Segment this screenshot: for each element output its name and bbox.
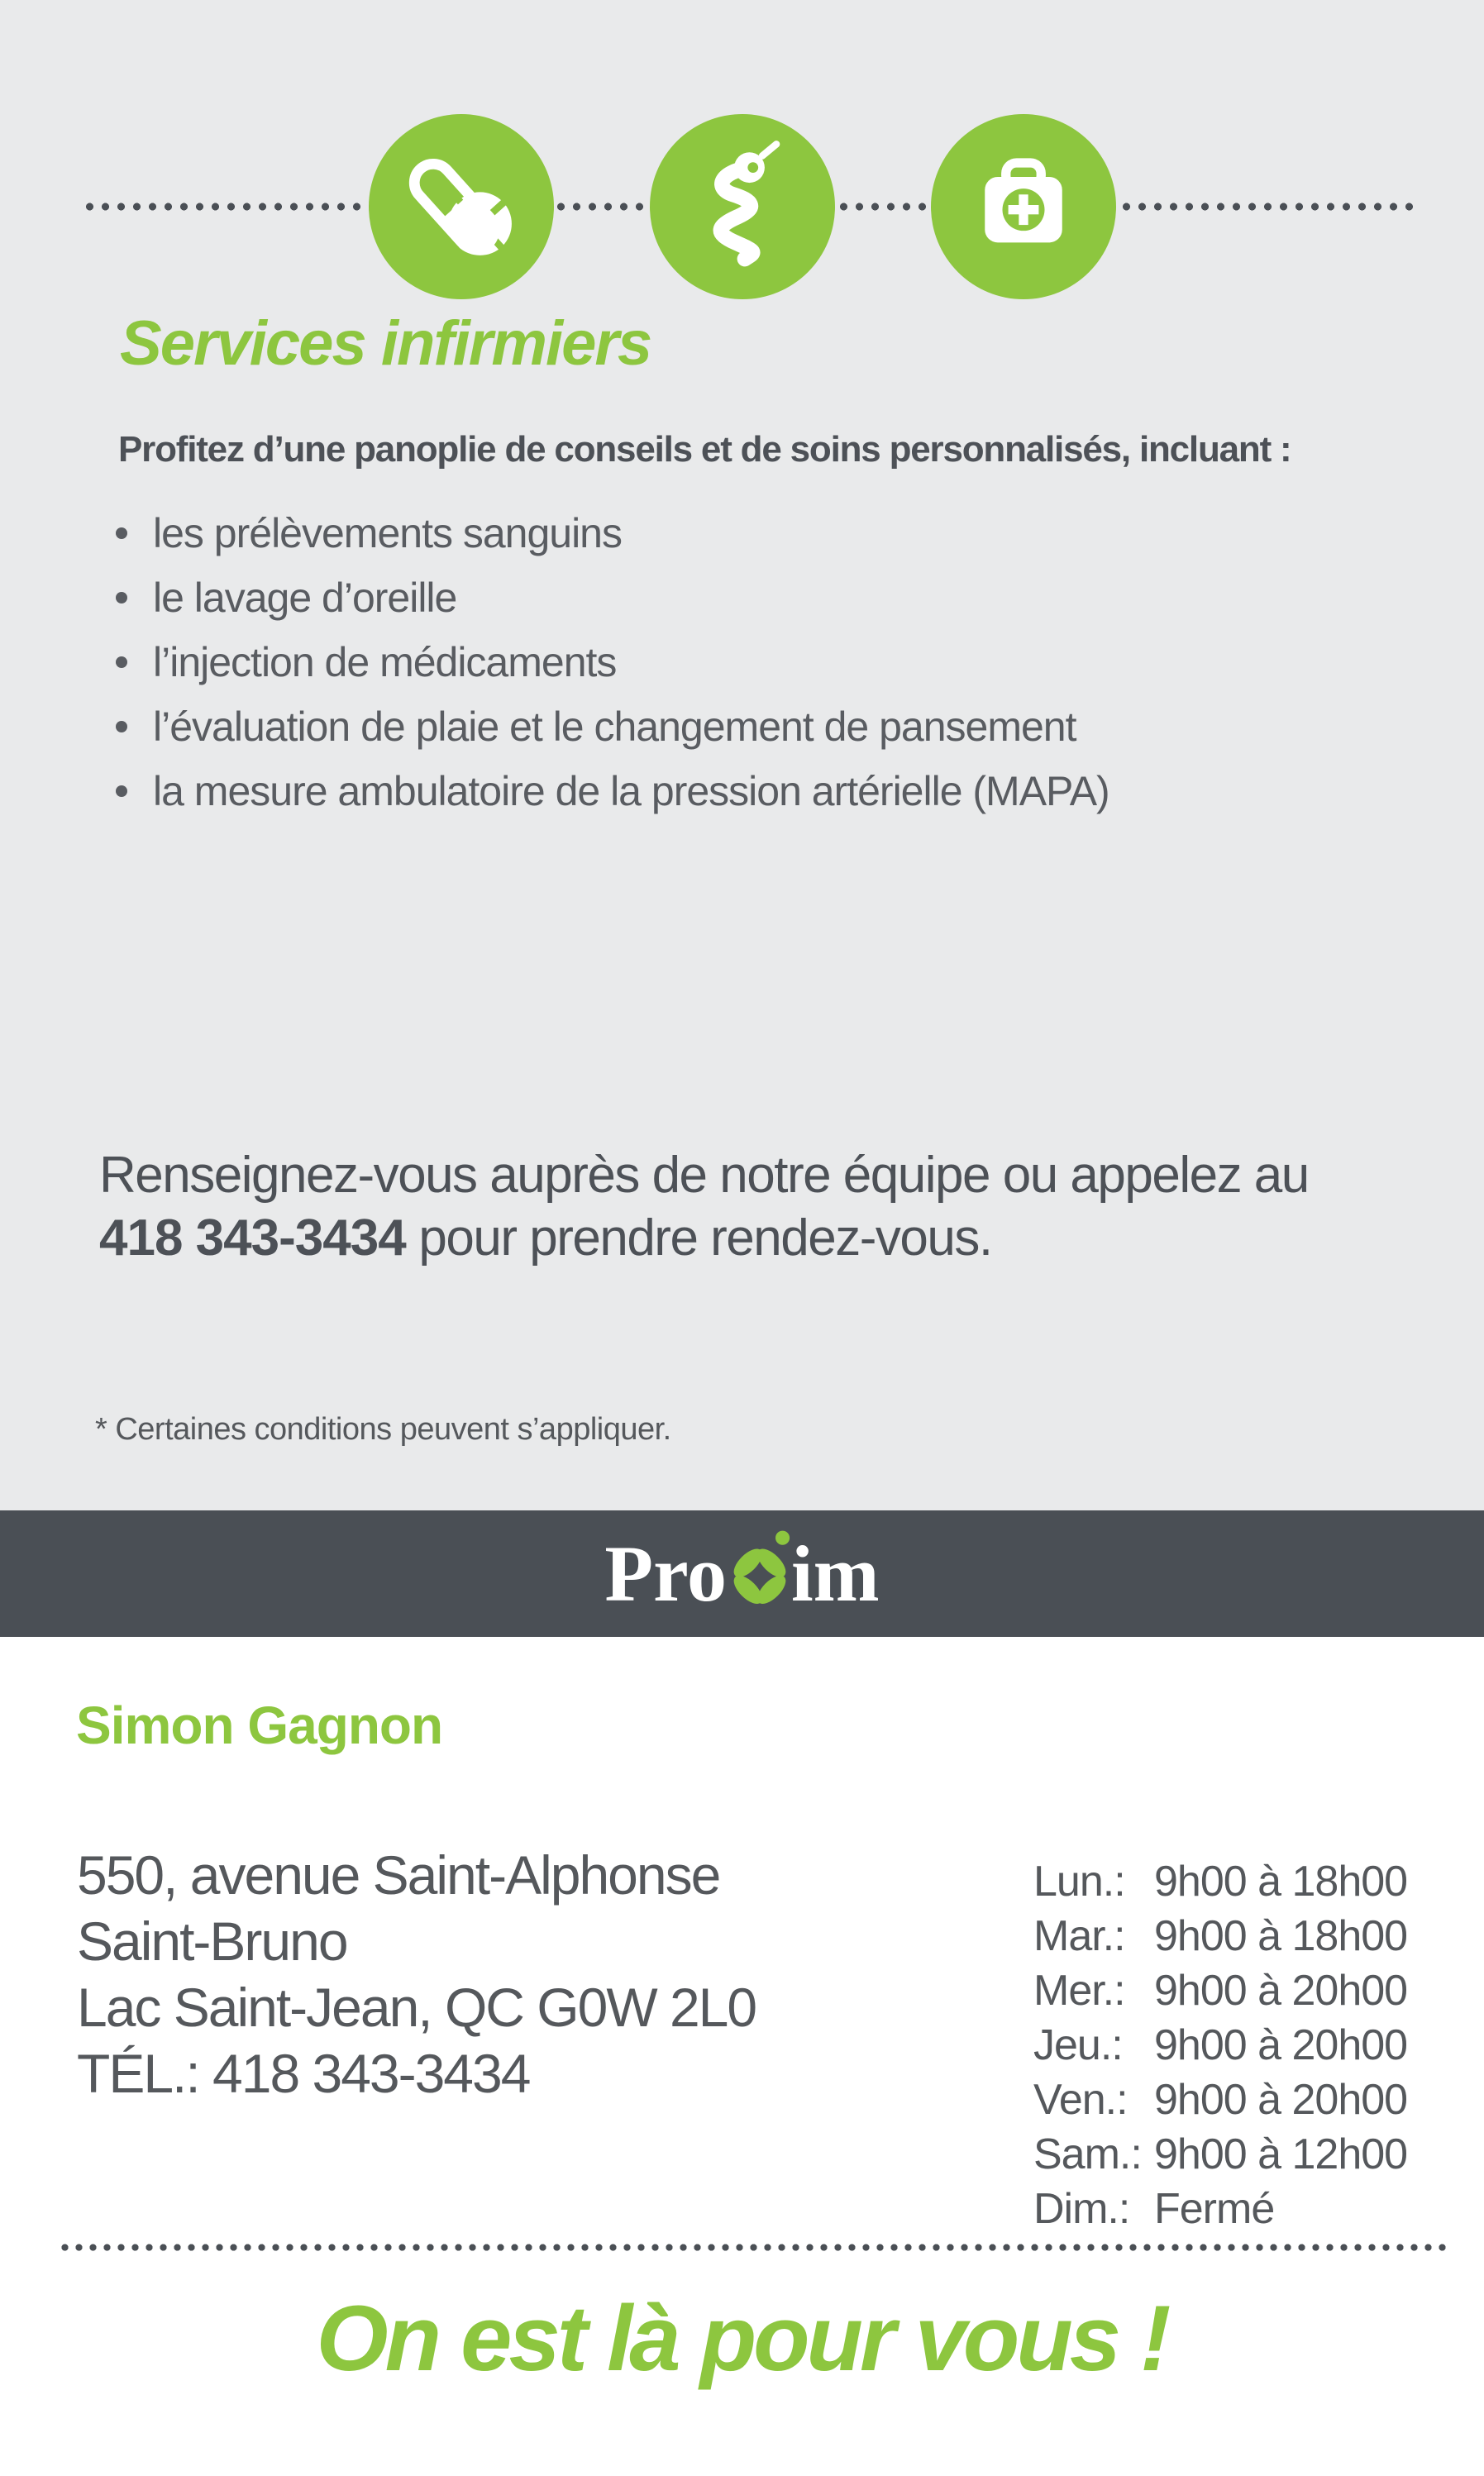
dotted-divider-bottom <box>58 2244 1448 2251</box>
list-item-label: les prélèvements sanguins <box>153 510 622 556</box>
hours-time: Fermé <box>1154 2185 1275 2233</box>
page-title: Services infirmiers <box>120 308 651 379</box>
hours-day: Mer.: <box>1033 1967 1125 2015</box>
bullet-icon <box>116 592 127 603</box>
slogan-text: On est là pour vous ! <box>316 2287 1168 2390</box>
brand-band <box>0 1510 1484 1637</box>
intro-text: Profitez d’une panoplie de conseils et de soins personnalisés, incluant : <box>118 429 1291 470</box>
hours-time: 9h00 à 20h00 <box>1154 2021 1408 2069</box>
icon-circle-first-aid <box>931 114 1116 299</box>
hours-time: 9h00 à 20h00 <box>1154 2076 1408 2124</box>
list-item <box>116 565 1109 630</box>
cta-text <box>99 1144 1309 1270</box>
list-item <box>116 694 1109 759</box>
address-line: 550, avenue Saint-Alphonse <box>77 1844 720 1906</box>
bullet-icon <box>116 785 127 797</box>
owner-name: Simon Gagnon <box>76 1696 443 1755</box>
hours-day: Ven.: <box>1033 2076 1128 2124</box>
opening-hours-table <box>1033 1854 1407 2236</box>
list-item <box>116 501 1109 565</box>
cta-phone-number: 418 343-3434 <box>99 1209 406 1267</box>
hours-time: 9h00 à 18h00 <box>1154 1858 1408 1906</box>
hours-day: Sam.: <box>1033 2130 1142 2178</box>
list-item <box>116 630 1109 694</box>
store-address <box>77 1842 756 2106</box>
logo-text-right: im <box>790 1529 880 1618</box>
first-aid-kit-icon <box>953 135 1094 279</box>
services-list <box>116 501 1109 823</box>
list-item-label: la mesure ambulatoire de la pression artérielle (MAPA) <box>153 768 1109 814</box>
address-line: Saint-Bruno <box>77 1911 347 1972</box>
hours-day: Jeu.: <box>1033 2021 1123 2069</box>
asclepius-snake-icon <box>672 135 813 279</box>
cta-line1: Renseignez-vous auprès de notre équipe ou appelez au <box>99 1147 1309 1204</box>
bullet-icon <box>116 656 127 668</box>
hours-day: Lun.: <box>1033 1858 1125 1906</box>
list-item-label: l’injection de médicaments <box>153 639 617 685</box>
hours-day: Mar.: <box>1033 1912 1125 1960</box>
list-item <box>116 759 1109 823</box>
address-line: Lac Saint-Jean, QC G0W 2L0 <box>77 1977 756 2038</box>
conditions-footnote: * Certaines conditions peuvent s’appliquer. <box>95 1412 671 1447</box>
proxim-logo <box>604 1524 879 1624</box>
logo-x-leaf-icon <box>727 1524 791 1624</box>
bullet-icon <box>116 721 127 732</box>
hours-time: 9h00 à 20h00 <box>1154 1967 1408 2015</box>
cta-rest: pour prendre rendez-vous. <box>405 1209 992 1267</box>
address-line: TÉL.: 418 343-3434 <box>77 2043 530 2104</box>
bullet-icon <box>116 527 127 539</box>
list-item-label: le lavage d’oreille <box>153 575 457 621</box>
hours-time: 9h00 à 18h00 <box>1154 1912 1408 1960</box>
hours-time: 9h00 à 12h00 <box>1154 2130 1408 2178</box>
icon-circle-snake <box>650 114 835 299</box>
logo-text-left: Pro <box>604 1529 727 1618</box>
pill-capsule-icon <box>391 135 532 279</box>
icon-circle-pill <box>369 114 554 299</box>
hours-day: Dim.: <box>1033 2185 1130 2233</box>
list-item-label: l’évaluation de plaie et le changement de pansement <box>153 704 1076 750</box>
